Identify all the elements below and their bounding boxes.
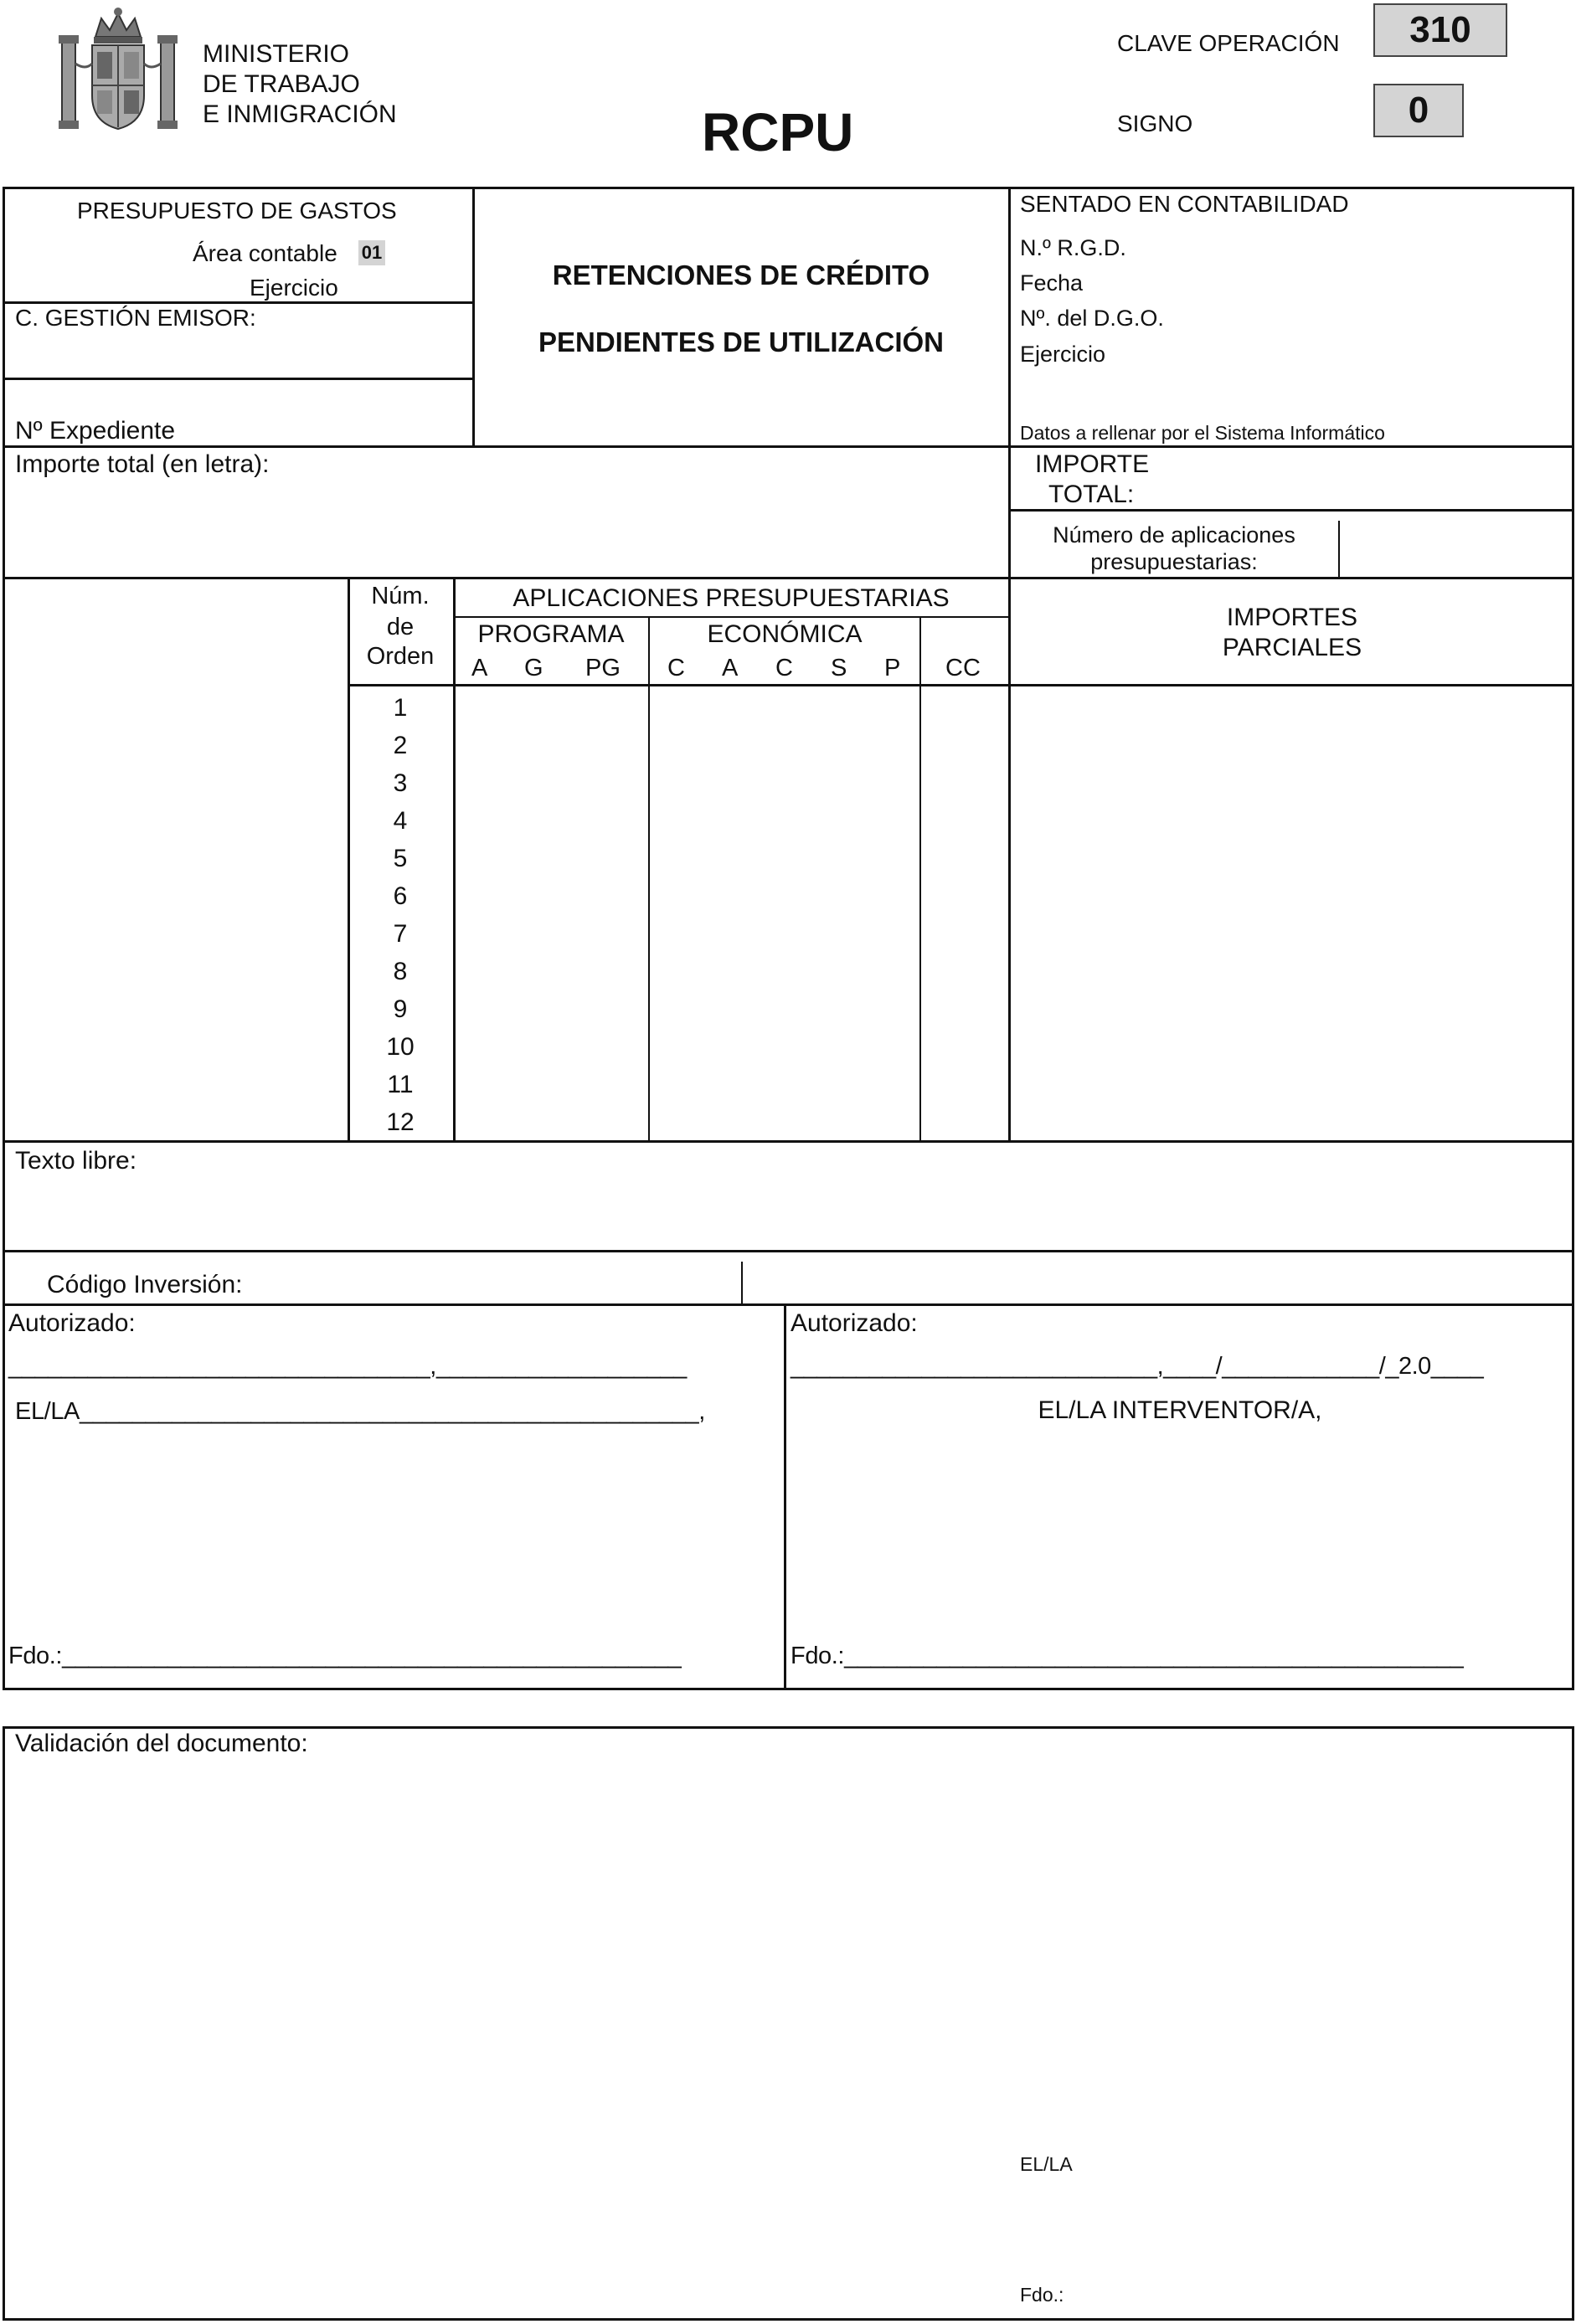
texto-libre-label: Texto libre: — [15, 1147, 137, 1175]
ejercicio-label: Ejercicio — [250, 275, 338, 301]
autorizado-right-label: Autorizado: — [791, 1309, 918, 1337]
table-row-number: 1 — [393, 694, 408, 722]
main-form-frame — [3, 187, 1574, 1690]
sub-header-pg: PG — [585, 655, 621, 681]
economica-header: ECONÓMICA — [707, 620, 863, 648]
aplicaciones-header: APLICACIONES PRESUPUESTARIAS — [512, 584, 950, 612]
sub-header-g: G — [524, 655, 543, 681]
autorizado-right-place-date-line: ____________________________,____/____________/_2.0____ — [791, 1353, 1484, 1380]
divider — [453, 577, 456, 1141]
codigo-inversion-label: Código Inversión: — [47, 1271, 243, 1298]
divider — [3, 301, 473, 304]
divider — [741, 1262, 743, 1303]
divider — [1008, 187, 1011, 1141]
table-row-number: 7 — [393, 920, 408, 948]
gestion-emisor-label: C. GESTIÓN EMISOR: — [15, 305, 256, 331]
importes-parciales-header-line2: PARCIALES — [1222, 634, 1362, 661]
validacion-el-la-label: EL/LA — [1020, 2153, 1073, 2175]
table-row-number: 6 — [393, 882, 408, 910]
num-aplicaciones-label-line2: presupuestarias: — [1090, 549, 1258, 574]
signo-value: 0 — [1373, 84, 1464, 137]
divider — [348, 684, 1574, 686]
table-row-number: 11 — [387, 1071, 414, 1098]
programa-header: PROGRAMA — [477, 620, 625, 648]
divider — [1009, 509, 1574, 512]
divider — [784, 1303, 786, 1690]
sub-header-p: P — [884, 655, 901, 681]
table-row-number: 5 — [393, 845, 408, 872]
num-orden-header-line3: Orden — [366, 643, 435, 670]
autorizado-left-place-date-line: ________________________________,___________________ — [8, 1353, 687, 1380]
table-row-number: 3 — [393, 769, 408, 797]
coat-of-arms-icon — [55, 5, 181, 132]
area-contable-label: Área contable — [193, 240, 337, 266]
autorizado-right-signature-line: Fdo.:_______________________________________________ — [791, 1643, 1464, 1669]
interventor-label: EL/LA INTERVENTOR/A, — [1038, 1396, 1322, 1424]
validacion-label: Validación del documento: — [15, 1730, 308, 1757]
divider — [3, 445, 1574, 448]
importe-letra-label: Importe total (en letra): — [15, 450, 270, 478]
sub-header-s: S — [831, 655, 847, 681]
expediente-label: Nº Expediente — [15, 417, 176, 445]
autorizado-left-signature-line: Fdo.:_______________________________________________ — [8, 1643, 682, 1669]
dgo-label: Nº. del D.G.O. — [1020, 306, 1164, 331]
divider — [3, 1140, 1574, 1143]
table-row-number: 10 — [386, 1033, 415, 1061]
ministry-name-line2: DE TRABAJO — [203, 70, 360, 98]
rgd-label: N.º R.G.D. — [1020, 235, 1126, 260]
datos-sistema-note: Datos a rellenar por el Sistema Informático — [1020, 422, 1385, 444]
clave-operacion-label: CLAVE OPERACIÓN — [1117, 30, 1340, 56]
divider — [472, 187, 475, 446]
autorizado-left-label: Autorizado: — [8, 1309, 136, 1337]
signo-label: SIGNO — [1117, 111, 1193, 136]
sub-header-a2: A — [722, 655, 739, 681]
importes-parciales-header-line1: IMPORTES — [1226, 604, 1358, 631]
form-title-line2: PENDIENTES DE UTILIZACIÓN — [538, 326, 945, 357]
table-row-number: 8 — [393, 958, 408, 985]
table-row-number: 9 — [393, 995, 408, 1023]
presupuesto-gastos-label: PRESUPUESTO DE GASTOS — [77, 198, 397, 224]
importe-total-label-line1: IMPORTE — [1035, 450, 1150, 478]
divider — [648, 616, 650, 1141]
num-aplicaciones-label-line1: Número de aplicaciones — [1053, 522, 1295, 548]
num-orden-header-line1: Núm. — [371, 583, 430, 609]
table-row-number: 12 — [386, 1108, 415, 1136]
sub-header-a: A — [471, 655, 488, 681]
clave-operacion-value: 310 — [1373, 3, 1507, 57]
sentado-contabilidad-label: SENTADO EN CONTABILIDAD — [1020, 191, 1349, 217]
validation-frame — [3, 1726, 1574, 2321]
ministry-name-line3: E INMIGRACIÓN — [203, 100, 397, 128]
divider — [1338, 521, 1340, 578]
table-row-number: 2 — [393, 732, 408, 759]
divider — [3, 1303, 1574, 1306]
validacion-fdo-label: Fdo.: — [1020, 2284, 1064, 2306]
sub-header-cc: CC — [945, 655, 981, 681]
sub-header-c: C — [667, 655, 685, 681]
table-row-number: 4 — [393, 807, 408, 835]
ejercicio-contabilidad-label: Ejercicio — [1020, 342, 1106, 367]
divider — [3, 378, 473, 380]
divider — [919, 616, 921, 1141]
ministry-name-line1: MINISTERIO — [203, 40, 350, 68]
num-orden-header-line2: de — [386, 614, 415, 640]
fecha-label: Fecha — [1020, 270, 1084, 296]
divider — [454, 616, 1009, 618]
importe-total-label-line2: TOTAL: — [1048, 481, 1135, 508]
form-code: RCPU — [702, 102, 854, 162]
area-contable-value: 01 — [358, 240, 385, 265]
divider — [3, 1250, 1574, 1252]
sub-header-c2: C — [775, 655, 793, 681]
autorizado-left-el-la-line: EL/LA_______________________________________________, — [15, 1398, 705, 1425]
form-title-line1: RETENCIONES DE CRÉDITO — [552, 260, 930, 290]
